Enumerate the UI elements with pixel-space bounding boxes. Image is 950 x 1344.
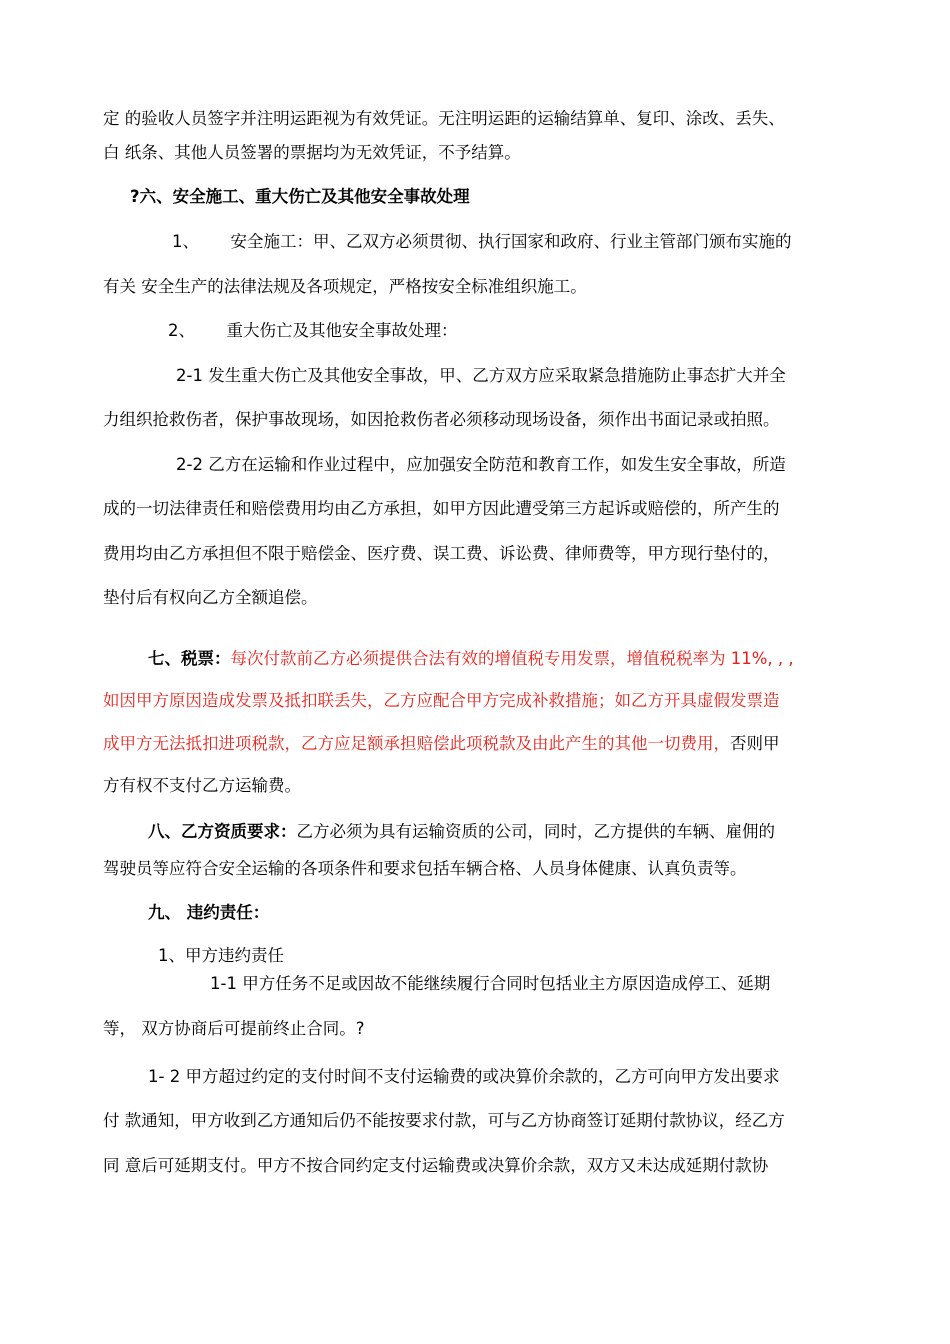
section-7-line (103, 733, 780, 755)
paragraph-line: 1、 安全施工：甲、乙双方必须贯彻、执行国家和政府、行业主管部门颁布实施的 (172, 232, 792, 251)
paragraph-line: 方有权不支付乙方运输费。 (103, 776, 301, 795)
paragraph-text: 乙方必须为具有运输资质的公司，同时，乙方提供的车辆、雇佣的 (296, 822, 775, 841)
paragraph-line: 1、甲方违约责任 (158, 946, 284, 965)
section-heading-8: 八、乙方资质要求： (148, 822, 297, 841)
paragraph-line: 有关 安全生产的法律法规及各项规定，严格按安全标准组织施工。 (103, 277, 587, 296)
tax-requirement-text: 成甲方无法抵扣进项税款，乙方应足额承担赔偿此项税款及由此产生的其他一切费用， (103, 734, 730, 753)
tax-requirement-text: 如因甲方原因造成发票及抵扣联丢失，乙方应配合甲方完成补救措施；如乙方开具虚假发票造 (103, 691, 780, 710)
paragraph-line: 等， 双方协商后可提前终止合同。? (103, 1019, 365, 1038)
paragraph-line: 定 的验收人员签字并注明运距视为有效凭证。无注明运距的运输结算单、复印、涂改、丢失、 (103, 109, 785, 128)
paragraph-line: 付 款通知，甲方收到乙方通知后仍不能按要求付款，可与乙方协商签订延期付款协议，经乙方 (103, 1111, 785, 1130)
section-8-line (148, 821, 775, 843)
paragraph-line: 成的一切法律责任和赔偿费用均由乙方承担，如甲方因此遭受第三方起诉或赔偿的，所产生的 (103, 499, 780, 518)
section-heading-6: ?六、安全施工、重大伤亡及其他安全事故处理 (130, 187, 470, 206)
paragraph-line: 2、 重大伤亡及其他安全事故处理： (168, 321, 458, 340)
paragraph-line: 2-2 乙方在运输和作业过程中，应加强安全防范和教育工作，如发生安全事故，所造 (176, 455, 786, 474)
paragraph-line: 同 意后可延期支付。甲方不按合同约定支付运输费或决算价余款，双方又未达成延期付款协 (103, 1156, 769, 1175)
paragraph-text: 否则甲 (730, 734, 780, 753)
paragraph-line: 白 纸条、其他人员签署的票据均为无效凭证，不予结算。 (103, 143, 521, 162)
section-heading-9: 九、 违约责任： (148, 903, 270, 922)
tax-requirement-text: 每次付款前乙方必须提供合法有效的增值税专用发票，增值税税率为 11%, , , (230, 649, 794, 668)
paragraph-line: 1-1 甲方任务不足或因故不能继续履行合同时包括业主方原因造成停工、延期 (210, 974, 771, 993)
paragraph-line: 驾驶员等应符合安全运输的各项条件和要求包括车辆合格、人员身体健康、认真负责等。 (103, 859, 747, 878)
section-heading-7: 七、税票： (148, 649, 231, 668)
paragraph-line: 费用均由乙方承担但不限于赔偿金、医疗费、误工费、诉讼费、律师费等，甲方现行垫付的， (103, 544, 780, 563)
paragraph-line: 2-1 发生重大伤亡及其他安全事故，甲、乙方双方应采取紧急措施防止事态扩大并全 (176, 366, 786, 385)
paragraph-line: 垫付后有权向乙方全额追偿。 (103, 588, 318, 607)
paragraph-line: 力组织抢救伤者，保护事故现场，如因抢救伤者必须移动现场设备，须作出书面记录或拍照。 (103, 410, 780, 429)
paragraph-line: 1- 2 甲方超过约定的支付时间不支付运输费的或决算价余款的，乙方可向甲方发出要求 (148, 1067, 780, 1086)
section-7-line (148, 648, 794, 670)
